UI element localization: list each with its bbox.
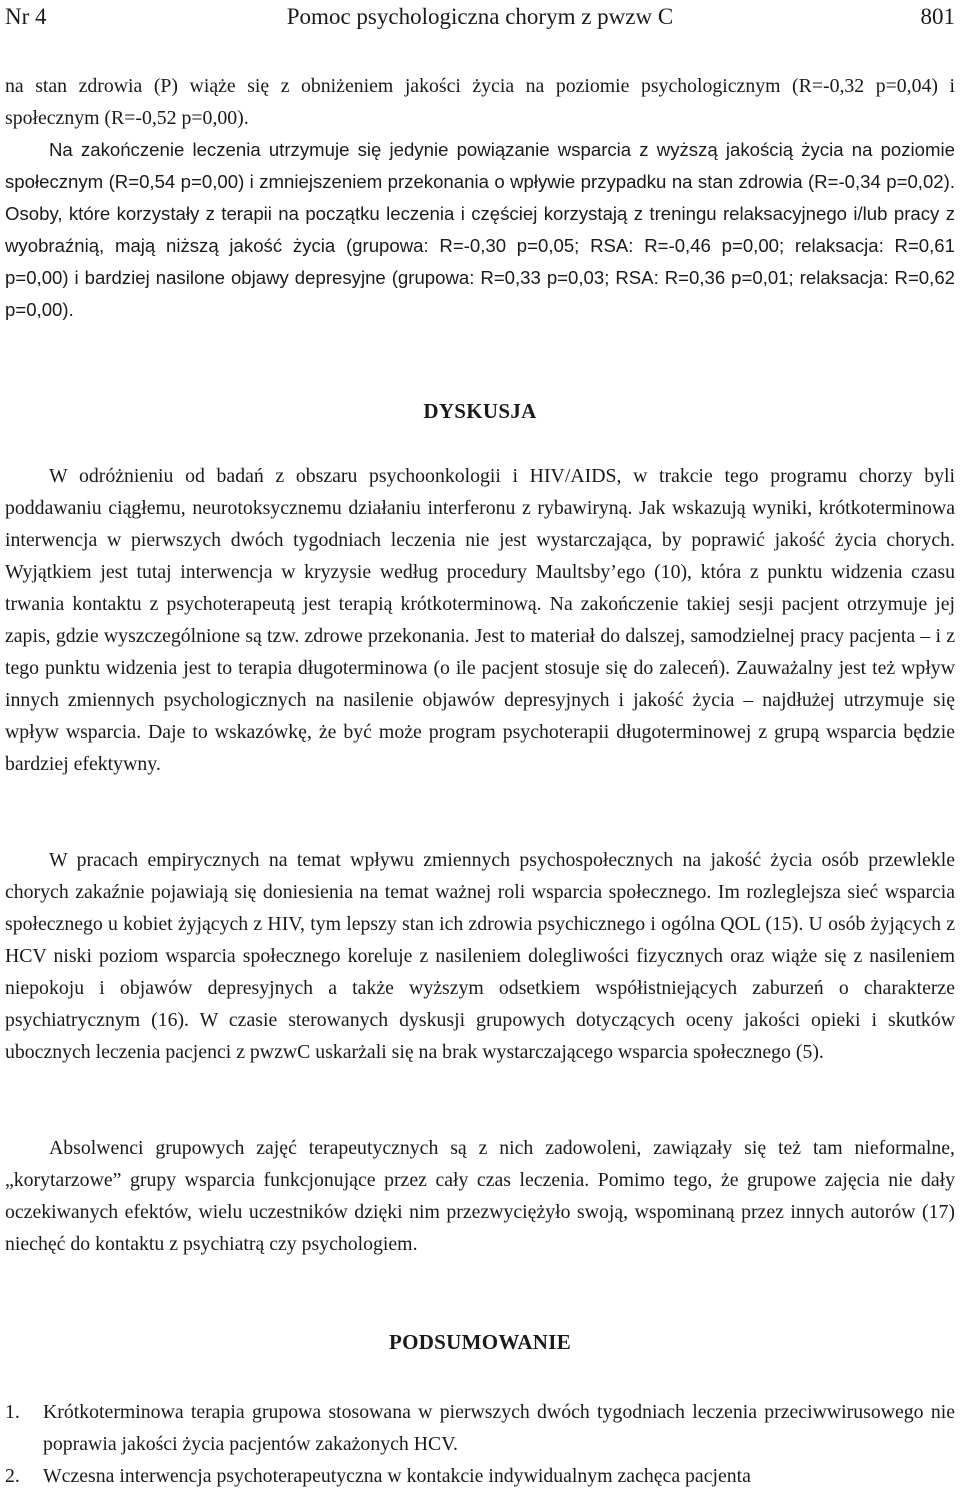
section-heading-summary: PODSUMOWANIE xyxy=(388,1330,572,1354)
summary-item-number: 1. xyxy=(5,1401,20,1423)
section-heading-discussion: DYSKUSJA xyxy=(423,399,537,423)
issue-number: Nr 4 xyxy=(5,4,47,29)
summary-item xyxy=(5,1460,955,1492)
results-paragraph-treatment-end: Na zakończenie leczenia utrzymuje się jedynie powiązanie wsparcia z wyższą jakością życia na poziomie społecznym (R=0,54 p=0,00) i zmniejszeniem przekonania o wpływie przypadku na stan zdrowia (R=-0,34 p=0,02). Osoby, które korzystały z terapii na początku leczenia i częściej korzystają z treningu relaksacyjnego i/lub pracy z wyobraźnią, mają niższą jakość życia (grupowa: R=-0,30 p=0,05; RSA: R=-0,46 p=0,00; relaksacja: R=0,61 p=0,00) i bardziej nasilone objawy depresyjne (grupowa: R=0,33 p=0,03; RSA: R=0,36 p=0,01; relaksacja: R=0,62 p=0,00). xyxy=(5,139,955,320)
summary-item xyxy=(5,1396,955,1460)
summary-list xyxy=(5,1396,955,1492)
discussion-paragraph-3: Absolwenci grupowych zajęć terapeutycznych są z nich zadowoleni, zawiązały się też tam nieformalne, „korytarzowe” grupy wsparcia funkcjonujące przez cały czas leczenia. Pomimo tego, że grupowe zajęcia nie dały oczekiwanych efektów, wielu uczestników dzięki nim przezwyciężyło swoją, wspominaną przez innych autorów (17) niechęć do kontaktu z psychiatrą czy psychologiem. xyxy=(5,1137,955,1255)
summary-item-text: Krótkoterminowa terapia grupowa stosowana w pierwszych dwóch tygodniach leczenia przeciwwirusowego nie poprawia jakości życia pacjentów zakażonych HCV. xyxy=(43,1401,955,1455)
summary-item-text: Wczesna interwencja psychoterapeutyczna w kontakcie indywidualnym zachęca pacjenta xyxy=(43,1465,751,1487)
running-title: Pomoc psychologiczna chorym z pwzw C xyxy=(286,4,674,29)
discussion-paragraph-2: W pracach empirycznych na temat wpływu zmiennych psychospołecznych na jakość życia osób przewlekle chorych zakaźnie pojawiają się doniesienia na temat ważnej roli wsparcia społecznego. Im rozleglejsza sieć wsparcia społecznego u kobiet żyjących z HIV, tym lepszy stan ich zdrowia psychicznego i ogólna QOL (15). U osób żyjących z HCV niski poziom wsparcia społecznego koreluje z nasileniem dolegliwości fizycznych oraz wiąże się z nasileniem niepokoju i objawów depresyjnych a także wyższym odsetkiem współistniejących zaburzeń o charakterze psychiatrycznym (16). W czasie sterowanych dyskusji grupowych dotyczących oceny jakości opieki i skutków ubocznych leczenia pacjenci z pwzwC uskarżali się na brak wystarczającego wsparcia społecznego (5). xyxy=(5,849,955,1063)
discussion-paragraph-1: W odróżnieniu od badań z obszaru psychoonkologii i HIV/AIDS, w trakcie tego programu chorzy byli poddawaniu ciągłemu, neurotoksycznemu działaniu interferonu z rybawiryną. Jak wskazują wyniki, krótkoterminowa interwencja w pierwszych dwóch tygodniach leczenia nie jest wystarczająca, by poprawić jakość życia chorych. Wyjątkiem jest tutaj interwencja w kryzysie według procedury Maultsby’ego (10), która z punktu widzenia czasu trwania kontaktu z psychoterapeutą jest terapią krótkoterminową. Na zakończenie takiej sesji pacjent otrzymuje jej zapis, gdzie wyszczególnione są tzw. zdrowe przekonania. Jest to materiał do dalszej, samodzielnej pracy pacjenta – i z tego punktu widzenia jest to terapia długoterminowa (o ile pacjent stosuje się do zaleceń). Zauważalny jest też wpływ innych zmiennych psychologicznych na nasilenie objawów depresyjnych i jakość życia – najdłużej utrzymuje się wpływ wsparcia. Daje to wskazówkę, że być może program psychoterapii długoterminowej z grupą wsparcia będzie bardziej efektywny. xyxy=(5,465,955,775)
page-number: 801 xyxy=(920,4,955,29)
summary-item-number: 2. xyxy=(5,1465,20,1487)
running-header xyxy=(5,0,955,34)
results-paragraph-continued: na stan zdrowia (P) wiąże się z obniżeniem jakości życia na poziomie psychologicznym (R=-0,32 p=0,04) i społecznym (R=-0,52 p=0,00). xyxy=(5,75,955,129)
